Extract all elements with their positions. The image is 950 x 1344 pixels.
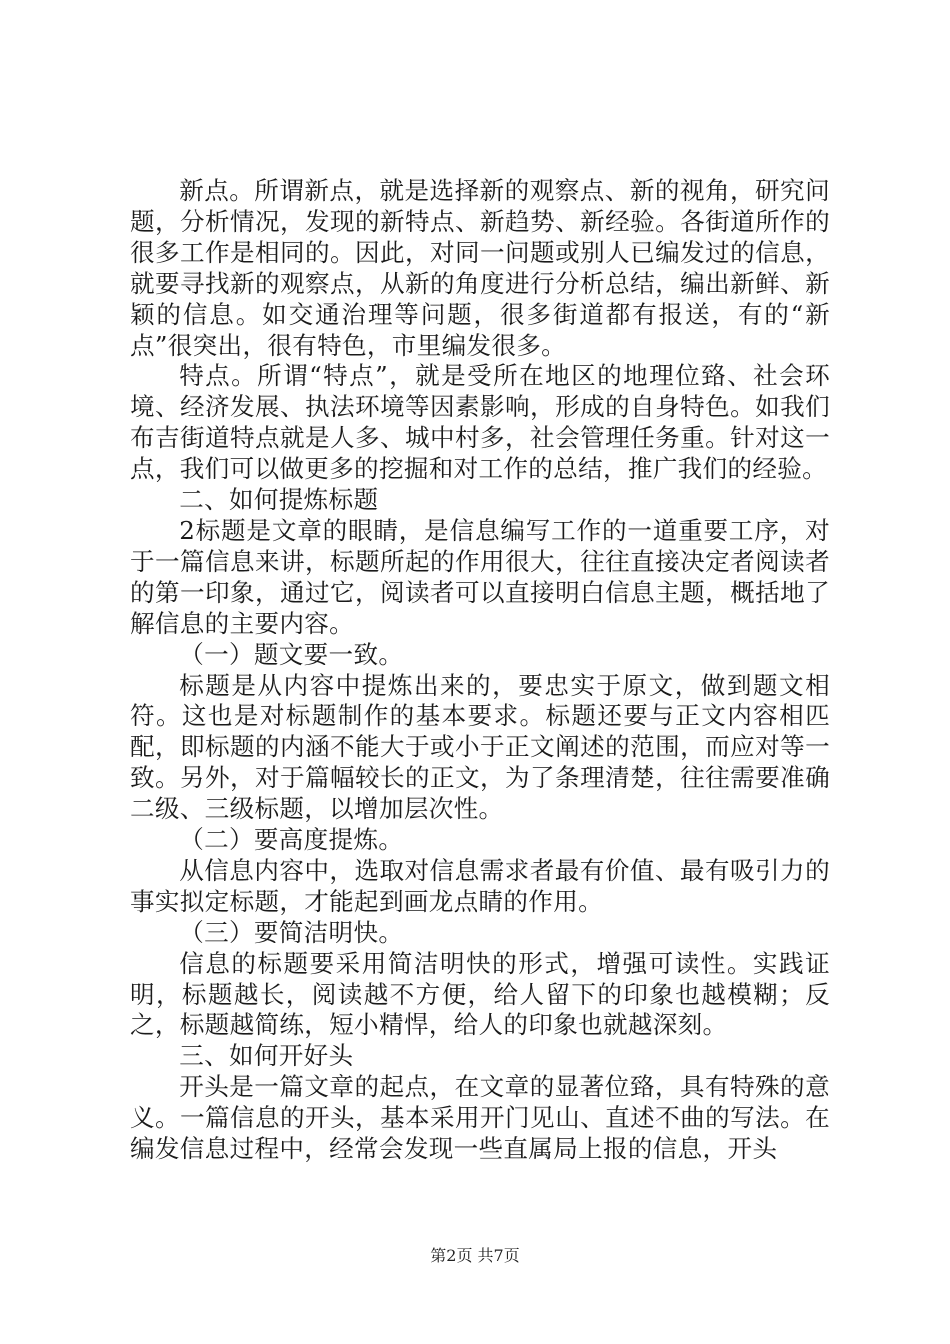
page-number: 第2页 共7页: [430, 1246, 520, 1265]
subheading-concise: （三）要简洁明快。: [179, 917, 404, 947]
paragraph-title-importance: 2标题是文章的眼睛，是信息编写工作的一道重要工序，对于一篇信息来讲，标题所起的作用很大，往往直接决定者阅读者的第一印象，通过它，阅读者可以直接明白信息主题，概括地了解信息的主要内容。: [130, 515, 830, 638]
section-heading-title-refinement: 二、如何提炼标题: [179, 485, 379, 515]
page-footer: [0, 1246, 950, 1266]
paragraph-new-point: 新点。所谓新点，就是选择新的观察点、新的视角，研究问题，分析情况，发现的新特点、新趋势、新经验。各街道所作的很多工作是相同的。因此，对同一问题或别人已编发过的信息，就要寻找新的观察点，从新的角度进行分析总结，编出新鲜、新颖的信息。如交通治理等问题，很多街道都有报送，有的“新点”很突出，很有特色，市里编发很多。: [130, 176, 830, 360]
paragraph-opening: 开头是一篇文章的起点，在文章的显著位臵，具有特殊的意义。一篇信息的开头，基本采用开门见山、直述不曲的写法。在编发信息过程中，经常会发现一些直属局上报的信息，开头: [130, 1072, 830, 1164]
section-heading-opening: 三、如何开好头: [179, 1041, 354, 1071]
paragraph-feature: 特点。所谓“特点”，就是受所在地区的地理位臵、社会环境、经济发展、执法环境等因素影响，形成的自身特色。如我们布吉街道特点就是人多、城中村多，社会管理任务重。针对这一点，我们可以做更多的挖掘和对工作的总结，推广我们的经验。: [130, 361, 830, 484]
paragraph-refine: 从信息内容中，选取对信息需求者最有价值、最有吸引力的事实拟定标题，才能起到画龙点睛的作用。: [130, 855, 830, 916]
paragraph-concise: 信息的标题要采用简洁明快的形式，增强可读性。实践证明，标题越长，阅读越不方便，给人留下的印象也越模糊；反之，标题越简练，短小精悍，给人的印象也就越深刻。: [130, 948, 830, 1040]
paragraph-consistency: 标题是从内容中提炼出来的，要忠实于原文，做到题文相符。这也是对标题制作的基本要求。标题还要与正文内容相匹配，即标题的内涵不能大于或小于正文阐述的范围，而应对等一致。另外，对于篇幅较长的正文，为了条理清楚，往往需要准确二级、三级标题，以增加层次性。: [130, 670, 830, 824]
subheading-consistency: （一）题文要一致。: [179, 639, 404, 669]
document-body: [130, 176, 830, 1165]
subheading-refine: （二）要高度提炼。: [179, 825, 404, 855]
